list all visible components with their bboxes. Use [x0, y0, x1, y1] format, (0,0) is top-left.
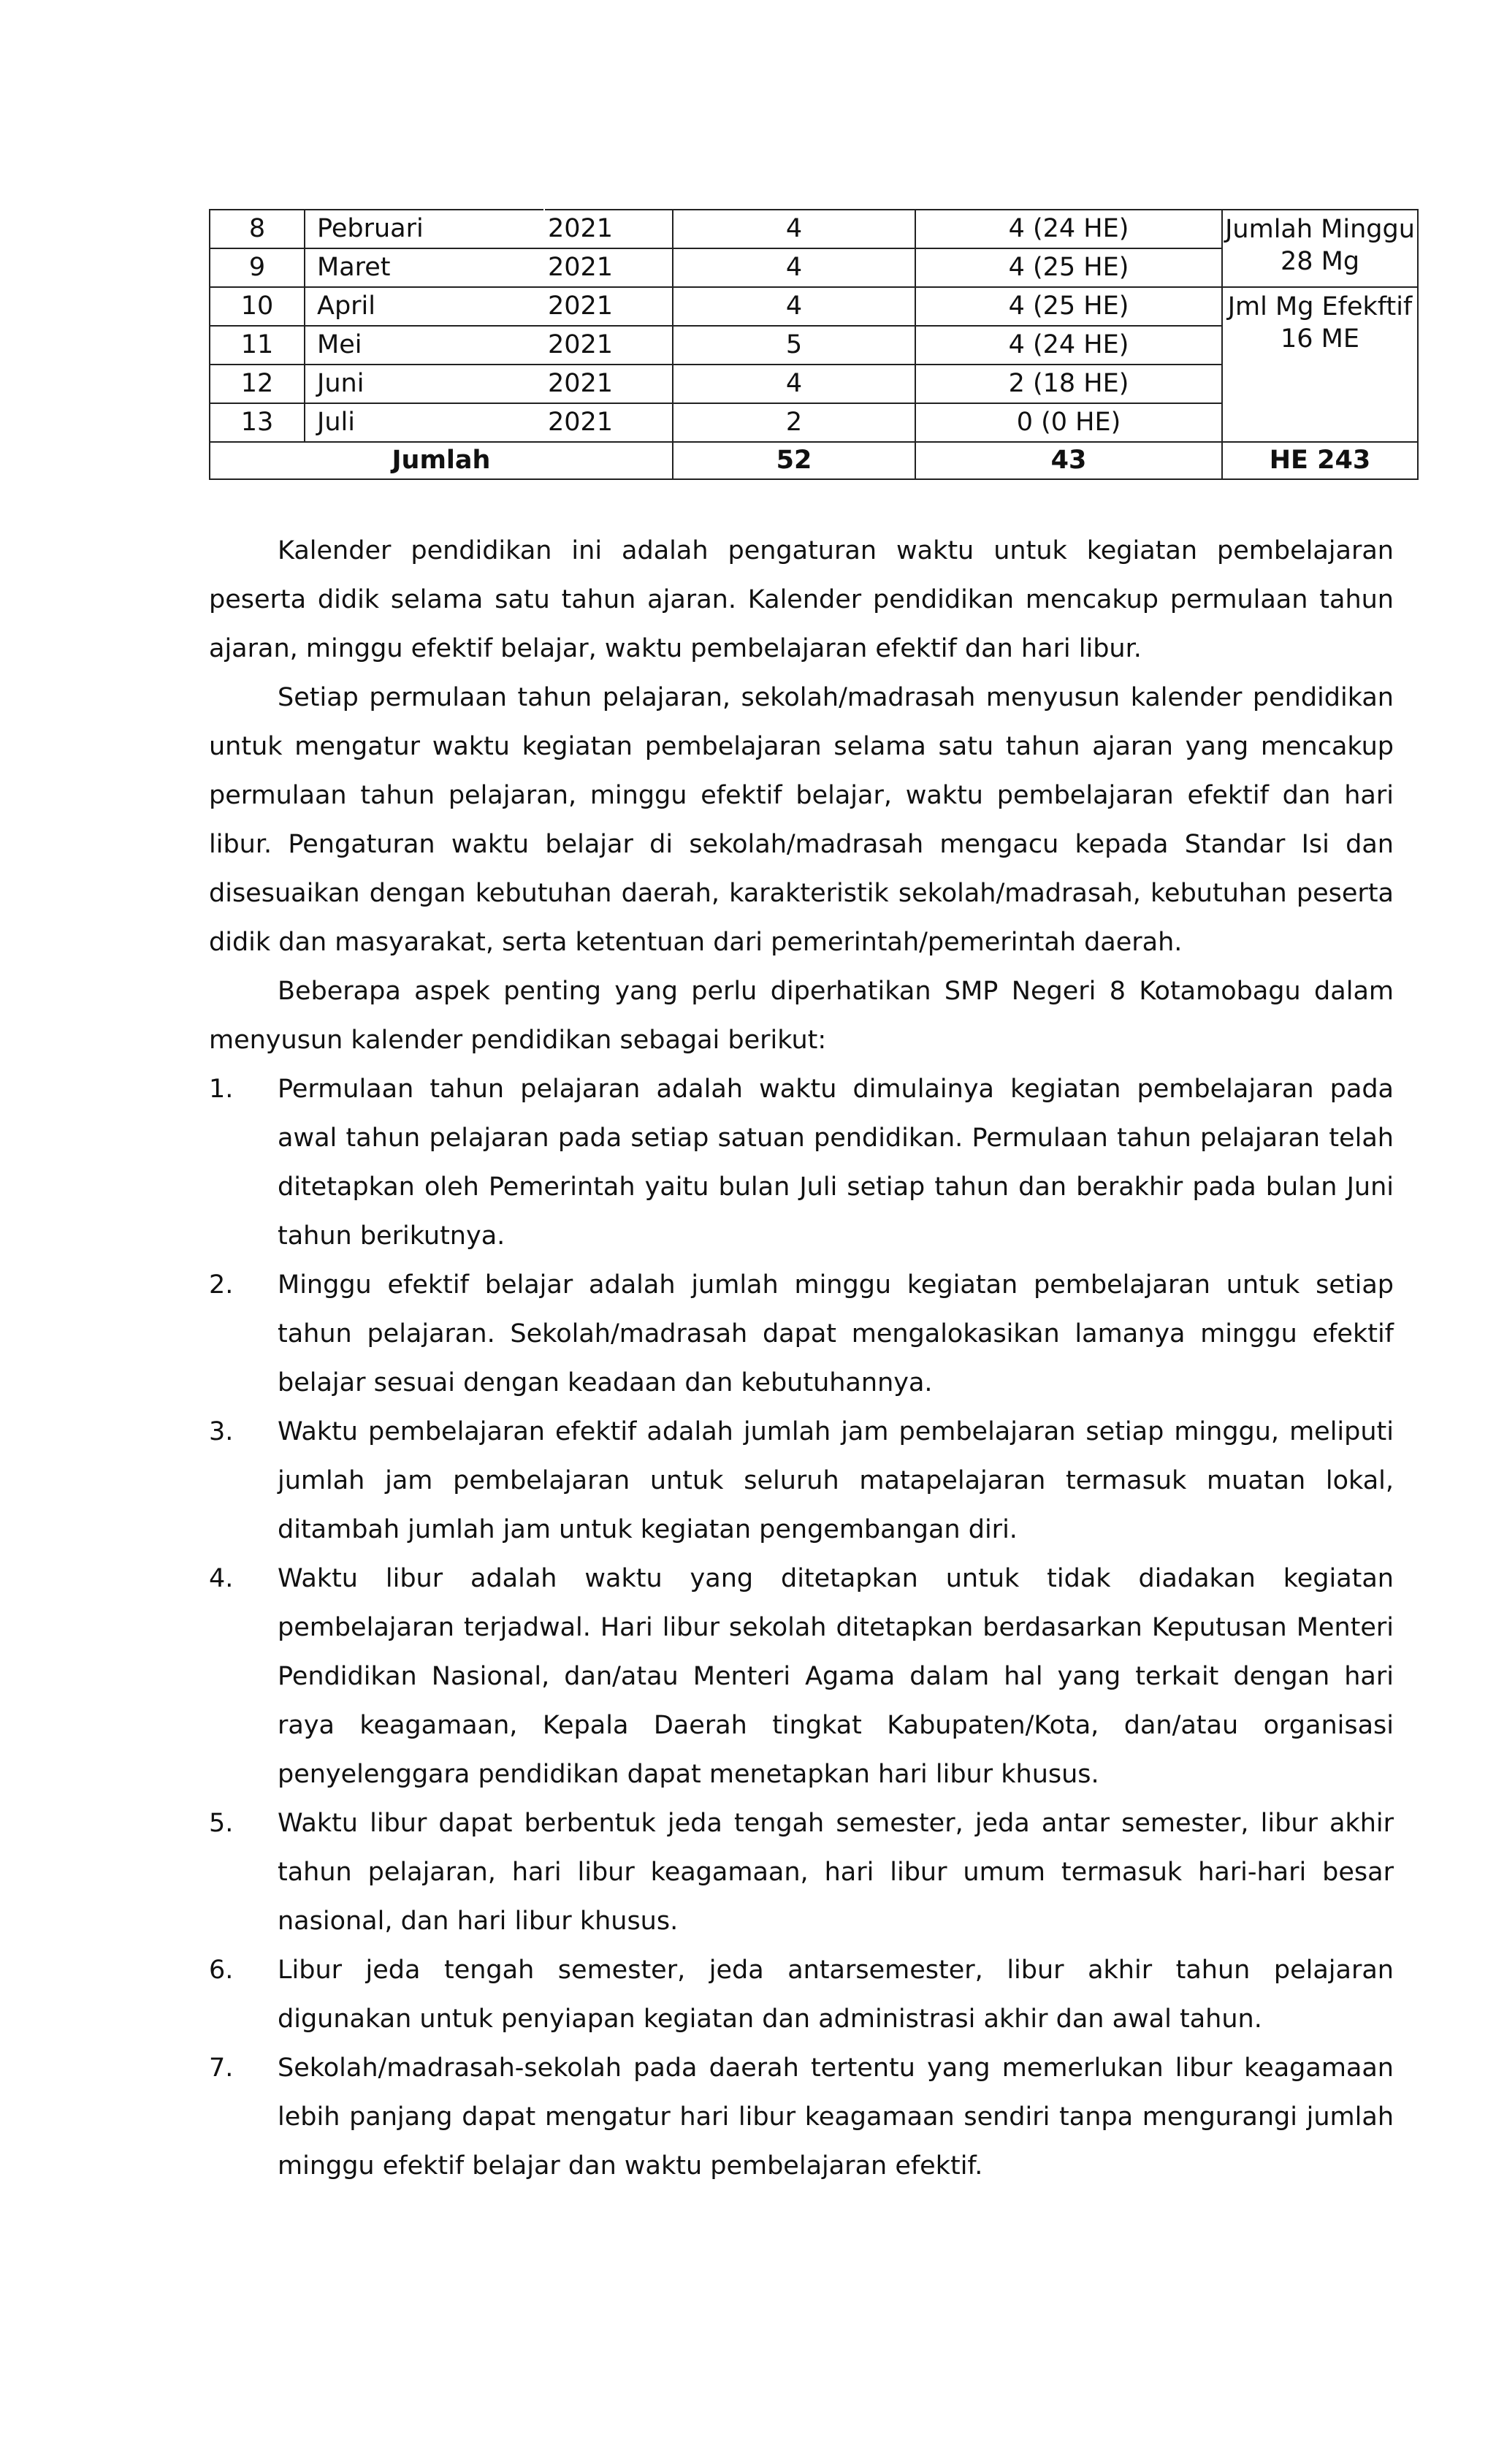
total-effective-days: HE 243	[1222, 442, 1418, 479]
table-row	[210, 210, 1418, 248]
list-item-text: Waktu libur dapat berbentuk jeda tengah semester, jeda antar semester, libur akhir tahun pelajaran, hari libur keagamaan, hari libur umum termasuk hari-hari besar nasional, dan hari libur khusus.	[278, 1809, 1394, 1936]
effective-weeks-cell: 4 (25 HE)	[915, 248, 1222, 287]
year-cell: 2021	[544, 287, 673, 326]
effective-weeks-cell: 2 (18 HE)	[915, 365, 1222, 403]
list-number: 4.	[209, 1564, 234, 1593]
weeks-cell: 4	[673, 248, 915, 287]
list-number: 1.	[209, 1075, 234, 1104]
paragraph: Beberapa aspek penting yang perlu diperhatikan SMP Negeri 8 Kotamobagu dalam menyusun kalender pendidikan sebagai berikut:	[209, 977, 1394, 1055]
total-effective-weeks: 43	[915, 442, 1222, 479]
weeks-cell: 4	[673, 287, 915, 326]
list-item	[209, 1799, 1394, 1946]
list-item	[209, 1261, 1394, 1408]
list-item	[209, 1555, 1394, 1799]
row-number: 11	[210, 326, 305, 365]
effective-weeks-cell: 4 (24 HE)	[915, 326, 1222, 365]
list-item	[209, 1065, 1394, 1261]
list-item	[209, 1946, 1394, 2044]
list-item-text: Waktu libur adalah waktu yang ditetapkan untuk tidak diadakan kegiatan pembelajaran terjadwal. Hari libur sekolah ditetapkan berdasarkan Keputusan Menteri Pendidikan Nasional, dan/atau Menteri Agama dalam hal yang terkait dengan hari raya keagamaan, Kepala Daerah tingkat Kabupaten/Kota, dan/atau organisasi penyelenggara pendidikan dapat menetapkan hari libur khusus.	[278, 1564, 1394, 1789]
weeks-cell: 4	[673, 210, 915, 248]
weeks-cell: 5	[673, 326, 915, 365]
weeks-cell: 4	[673, 365, 915, 403]
list-item-text: Permulaan tahun pelajaran adalah waktu dimulainya kegiatan pembelajaran pada awal tahun pelajaran pada setiap satuan pendidikan. Permulaan tahun pelajaran telah ditetapkan oleh Pemerintah yaitu bulan Juli setiap tahun dan berakhir pada bulan Juni tahun berikutnya.	[278, 1075, 1394, 1251]
year-cell: 2021	[544, 326, 673, 365]
total-row	[210, 442, 1418, 479]
numbered-list	[209, 1065, 1394, 2191]
calendar-table	[209, 209, 1419, 480]
effective-weeks-note: Jml Mg Efekftif 16 ME	[1222, 287, 1418, 442]
month-cell: Juli	[305, 403, 544, 442]
list-item-text: Waktu pembelajaran efektif adalah jumlah jam pembelajaran setiap minggu, meliputi jumlah jam pembelajaran untuk seluruh matapelajaran termasuk muatan lokal, ditambah jumlah jam untuk kegiatan pengembangan diri.	[278, 1417, 1394, 1544]
list-item-text: Sekolah/madrasah-sekolah pada daerah tertentu yang memerlukan libur keagamaan lebih panjang dapat mengatur hari libur keagamaan sendiri tanpa mengurangi jumlah minggu efektif belajar dan waktu pembelajaran efektif.	[278, 2053, 1394, 2181]
row-number: 8	[210, 210, 305, 248]
month-cell: Pebruari	[305, 210, 544, 248]
month-cell: April	[305, 287, 544, 326]
list-number: 7.	[209, 2053, 234, 2083]
list-item	[209, 1408, 1394, 1555]
month-cell: Maret	[305, 248, 544, 287]
list-number: 5.	[209, 1809, 234, 1838]
weeks-cell: 2	[673, 403, 915, 442]
effective-weeks-cell: 0 (0 HE)	[915, 403, 1222, 442]
month-cell: Juni	[305, 365, 544, 403]
paragraph: Setiap permulaan tahun pelajaran, sekolah/madrasah menyusun kalender pendidikan untuk mengatur waktu kegiatan pembelajaran selama satu tahun ajaran yang mencakup permulaan tahun pelajaran, minggu efektif belajar, waktu pembelajaran efektif dan hari libur. Pengaturan waktu belajar di sekolah/madrasah mengacu kepada Standar Isi dan disesuaikan dengan kebutuhan daerah, karakteristik sekolah/madrasah, kebutuhan peserta didik dan masyarakat, serta ketentuan dari pemerintah/pemerintah daerah.	[209, 683, 1394, 957]
document-page	[209, 209, 1415, 2191]
year-cell: 2021	[544, 210, 673, 248]
row-number: 10	[210, 287, 305, 326]
year-cell: 2021	[544, 365, 673, 403]
list-item-text: Libur jeda tengah semester, jeda antarsemester, libur akhir tahun pelajaran digunakan untuk penyiapan kegiatan dan administrasi akhir dan awal tahun.	[278, 1956, 1394, 2034]
paragraph: Kalender pendidikan ini adalah pengaturan waktu untuk kegiatan pembelajaran peserta didik selama satu tahun ajaran. Kalender pendidikan mencakup permulaan tahun ajaran, minggu efektif belajar, waktu pembelajaran efektif dan hari libur.	[209, 536, 1394, 663]
body-text	[209, 527, 1394, 2191]
list-item-text: Minggu efektif belajar adalah jumlah minggu kegiatan pembelajaran untuk setiap tahun pelajaran. Sekolah/madrasah dapat mengalokasikan lamanya minggu efektif belajar sesuai dengan keadaan dan kebutuhannya.	[278, 1270, 1394, 1397]
effective-weeks-cell: 4 (25 HE)	[915, 287, 1222, 326]
row-number: 9	[210, 248, 305, 287]
row-number: 13	[210, 403, 305, 442]
total-weeks-note: Jumlah Minggu 28 Mg	[1222, 210, 1418, 287]
year-cell: 2021	[544, 403, 673, 442]
table-row	[210, 287, 1418, 326]
total-label: Jumlah	[210, 442, 673, 479]
row-number: 12	[210, 365, 305, 403]
list-number: 2.	[209, 1270, 234, 1300]
total-weeks: 52	[673, 442, 915, 479]
list-item	[209, 2044, 1394, 2191]
list-number: 3.	[209, 1417, 234, 1446]
month-cell: Mei	[305, 326, 544, 365]
effective-weeks-cell: 4 (24 HE)	[915, 210, 1222, 248]
year-cell: 2021	[544, 248, 673, 287]
list-number: 6.	[209, 1956, 234, 1985]
